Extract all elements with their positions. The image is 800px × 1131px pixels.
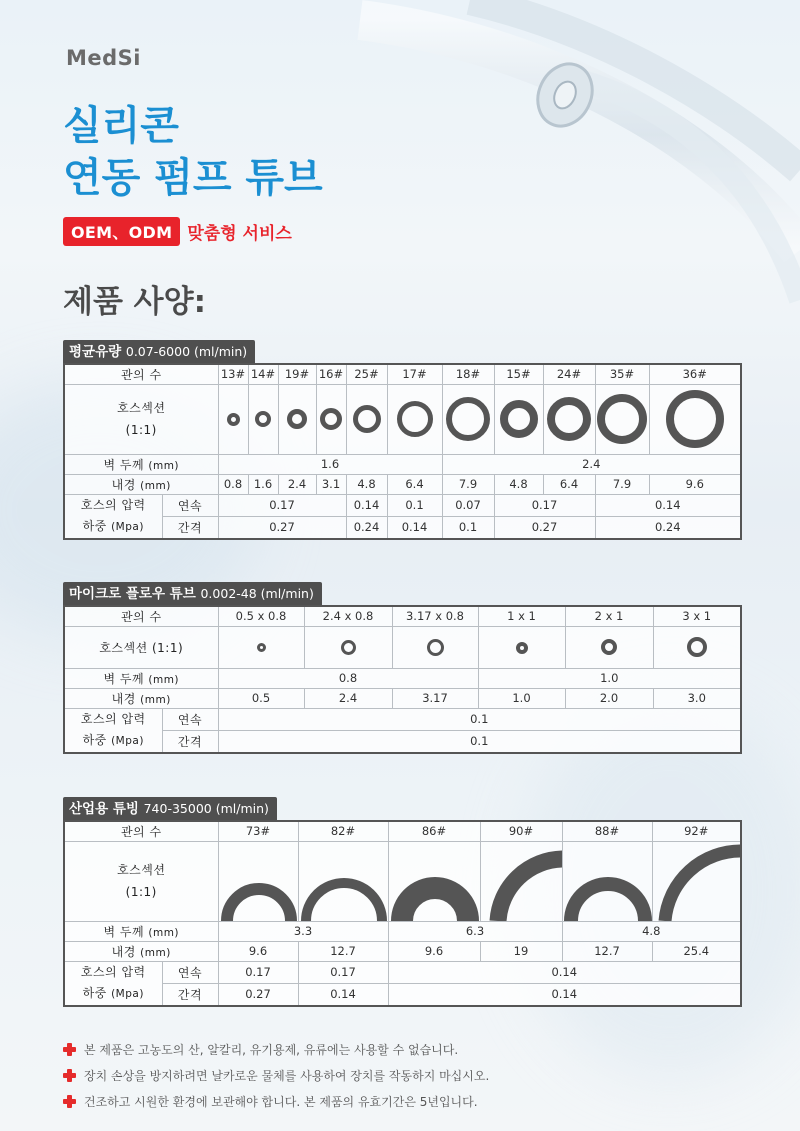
tube-id: 2.4 x 0.8 [304, 606, 392, 626]
inner-value: 2.4 [278, 474, 316, 494]
interval-value: 0.14 [298, 983, 388, 1005]
tube-cross-section [316, 384, 346, 454]
tube-count-header: 관의 수 [64, 364, 218, 384]
inner-diameter-header: 내경 (mm) [64, 941, 218, 961]
wall-value: 1.0 [478, 668, 741, 688]
tube-cross-section [562, 841, 652, 921]
inner-diameter-header: 내경 (mm) [64, 474, 218, 494]
interval-label: 간격 [162, 983, 218, 1005]
tube-cross-section [346, 384, 387, 454]
section-label: 산업용 튜빙 740-35000 (ml/min) [63, 797, 277, 820]
section-micro-flow [63, 582, 740, 754]
continuous-value: 0.07 [442, 494, 494, 516]
tube-cross-section [494, 384, 543, 454]
inner-value: 2.4 [304, 688, 392, 708]
wall-thickness-header: 벽 두께 (mm) [64, 921, 218, 941]
tube-cross-section [388, 841, 480, 921]
section-label: 마이크로 플로우 튜브 0.002-48 (ml/min) [63, 582, 322, 605]
tube-id: 16# [316, 364, 346, 384]
tube-cross-section [478, 626, 565, 668]
tube-id: 36# [649, 364, 741, 384]
interval-label: 간격 [162, 516, 218, 538]
tube-cross-section [387, 384, 442, 454]
section-industrial [63, 797, 740, 1007]
inner-value: 3.1 [316, 474, 346, 494]
inner-value: 0.8 [218, 474, 248, 494]
tube-id: 25# [346, 364, 387, 384]
inner-value: 25.4 [652, 941, 741, 961]
spec-table-industrial [63, 820, 742, 1007]
continuous-value: 0.17 [218, 494, 346, 516]
inner-value: 7.9 [442, 474, 494, 494]
cross-section-header: 호스섹션 (1:1) [64, 626, 218, 668]
notes-list [63, 1036, 489, 1114]
inner-value: 4.8 [346, 474, 387, 494]
red-cross-icon [63, 1095, 76, 1108]
tube-cross-section [218, 626, 304, 668]
section-label: 평균유량 0.07-6000 (ml/min) [63, 340, 255, 363]
interval-value: 0.1 [442, 516, 494, 538]
tube-id: 17# [387, 364, 442, 384]
tube-cross-section [543, 384, 595, 454]
spec-heading: 제품 사양: [63, 284, 206, 320]
inner-value: 12.7 [562, 941, 652, 961]
tube-count-header: 관의 수 [64, 606, 218, 626]
spec-table-micro-flow [63, 605, 742, 754]
inner-value: 6.4 [387, 474, 442, 494]
tube-cross-section [649, 384, 741, 454]
interval-value: 0.14 [388, 983, 741, 1005]
wall-value: 2.4 [442, 454, 741, 474]
tube-id: 24# [543, 364, 595, 384]
continuous-value: 0.17 [218, 961, 298, 983]
section-average-flow [63, 340, 740, 540]
tube-cross-section [392, 626, 478, 668]
tube-id: 82# [298, 821, 388, 841]
cross-section-header: 호스섹션 (1:1) [64, 841, 218, 921]
wall-value: 1.6 [218, 454, 442, 474]
brand-logo: MedSi [66, 46, 141, 70]
title-line-1: 실리콘 [63, 103, 179, 149]
inner-value: 0.5 [218, 688, 304, 708]
tube-cross-section [278, 384, 316, 454]
spec-table-average-flow [63, 363, 742, 540]
inner-value: 19 [480, 941, 562, 961]
oem-service-text: 맞춤형 서비스 [187, 224, 292, 244]
tube-id: 15# [494, 364, 543, 384]
continuous-value: 0.17 [494, 494, 595, 516]
tube-id: 90# [480, 821, 562, 841]
wall-thickness-header: 벽 두께 (mm) [64, 454, 218, 474]
interval-value: 0.27 [218, 516, 346, 538]
continuous-value: 0.14 [388, 961, 741, 983]
tube-cross-section [298, 841, 388, 921]
tube-id: 86# [388, 821, 480, 841]
continuous-value: 0.14 [595, 494, 741, 516]
tube-id: 19# [278, 364, 316, 384]
tube-cross-section [653, 626, 741, 668]
tube-id: 92# [652, 821, 741, 841]
note-item: 본 제품은 고농도의 산, 알칼리, 유기용제, 유류에는 사용할 수 없습니다. [63, 1036, 489, 1062]
inner-diameter-header: 내경 (mm) [64, 688, 218, 708]
interval-value: 0.24 [595, 516, 741, 538]
continuous-value: 0.1 [218, 708, 741, 730]
interval-value: 0.1 [218, 730, 741, 752]
title-line-2: 연동 펌프 튜브 [63, 155, 323, 201]
tube-cross-section [218, 841, 298, 921]
tube-id: 2 x 1 [565, 606, 653, 626]
interval-value: 0.24 [346, 516, 387, 538]
oem-badge: OEM、ODM [63, 217, 180, 246]
continuous-label: 연속 [162, 708, 218, 730]
pressure-header: 호스의 압력 하중 (Mpa) [64, 708, 162, 753]
continuous-value: 0.1 [387, 494, 442, 516]
red-cross-icon [63, 1069, 76, 1082]
tube-id: 3.17 x 0.8 [392, 606, 478, 626]
inner-value: 3.17 [392, 688, 478, 708]
wall-value: 6.3 [388, 921, 562, 941]
inner-value: 12.7 [298, 941, 388, 961]
wall-value: 4.8 [562, 921, 741, 941]
continuous-label: 연속 [162, 494, 218, 516]
wall-value: 0.8 [218, 668, 478, 688]
cross-section-header: 호스섹션 (1:1) [64, 384, 218, 454]
pressure-header: 호스의 압력 하중 (Mpa) [64, 961, 162, 1006]
inner-value: 1.6 [248, 474, 278, 494]
inner-value: 2.0 [565, 688, 653, 708]
interval-label: 간격 [162, 730, 218, 752]
inner-value: 3.0 [653, 688, 741, 708]
tube-cross-section [248, 384, 278, 454]
page-title [63, 100, 323, 204]
inner-value: 6.4 [543, 474, 595, 494]
wall-thickness-header: 벽 두께 (mm) [64, 668, 218, 688]
tube-id: 3 x 1 [653, 606, 741, 626]
inner-value: 9.6 [649, 474, 741, 494]
inner-value: 9.6 [388, 941, 480, 961]
pressure-header: 호스의 압력 하중 (Mpa) [64, 494, 162, 539]
tube-id: 88# [562, 821, 652, 841]
note-item: 장치 손상을 방지하려면 날카로운 물체를 사용하여 장치를 작동하지 마십시오. [63, 1062, 489, 1088]
note-item: 건조하고 시원한 환경에 보관해야 합니다. 본 제품의 유효기간은 5년입니다. [63, 1088, 489, 1114]
tube-id: 1 x 1 [478, 606, 565, 626]
interval-value: 0.27 [218, 983, 298, 1005]
wall-value: 3.3 [218, 921, 388, 941]
red-cross-icon [63, 1043, 76, 1056]
tube-id: 14# [248, 364, 278, 384]
tube-cross-section [480, 841, 562, 921]
tube-count-header: 관의 수 [64, 821, 218, 841]
interval-value: 0.14 [387, 516, 442, 538]
continuous-value: 0.14 [346, 494, 387, 516]
oem-service-row [63, 217, 292, 246]
tube-id: 13# [218, 364, 248, 384]
interval-value: 0.27 [494, 516, 595, 538]
tube-cross-section [218, 384, 248, 454]
tube-cross-section [652, 841, 741, 921]
tube-id: 18# [442, 364, 494, 384]
tube-id: 73# [218, 821, 298, 841]
tube-cross-section [304, 626, 392, 668]
tube-id: 0.5 x 0.8 [218, 606, 304, 626]
inner-value: 9.6 [218, 941, 298, 961]
tube-cross-section [565, 626, 653, 668]
inner-value: 7.9 [595, 474, 649, 494]
tube-cross-section [595, 384, 649, 454]
continuous-value: 0.17 [298, 961, 388, 983]
continuous-label: 연속 [162, 961, 218, 983]
tube-id: 35# [595, 364, 649, 384]
tube-cross-section [442, 384, 494, 454]
inner-value: 1.0 [478, 688, 565, 708]
inner-value: 4.8 [494, 474, 543, 494]
